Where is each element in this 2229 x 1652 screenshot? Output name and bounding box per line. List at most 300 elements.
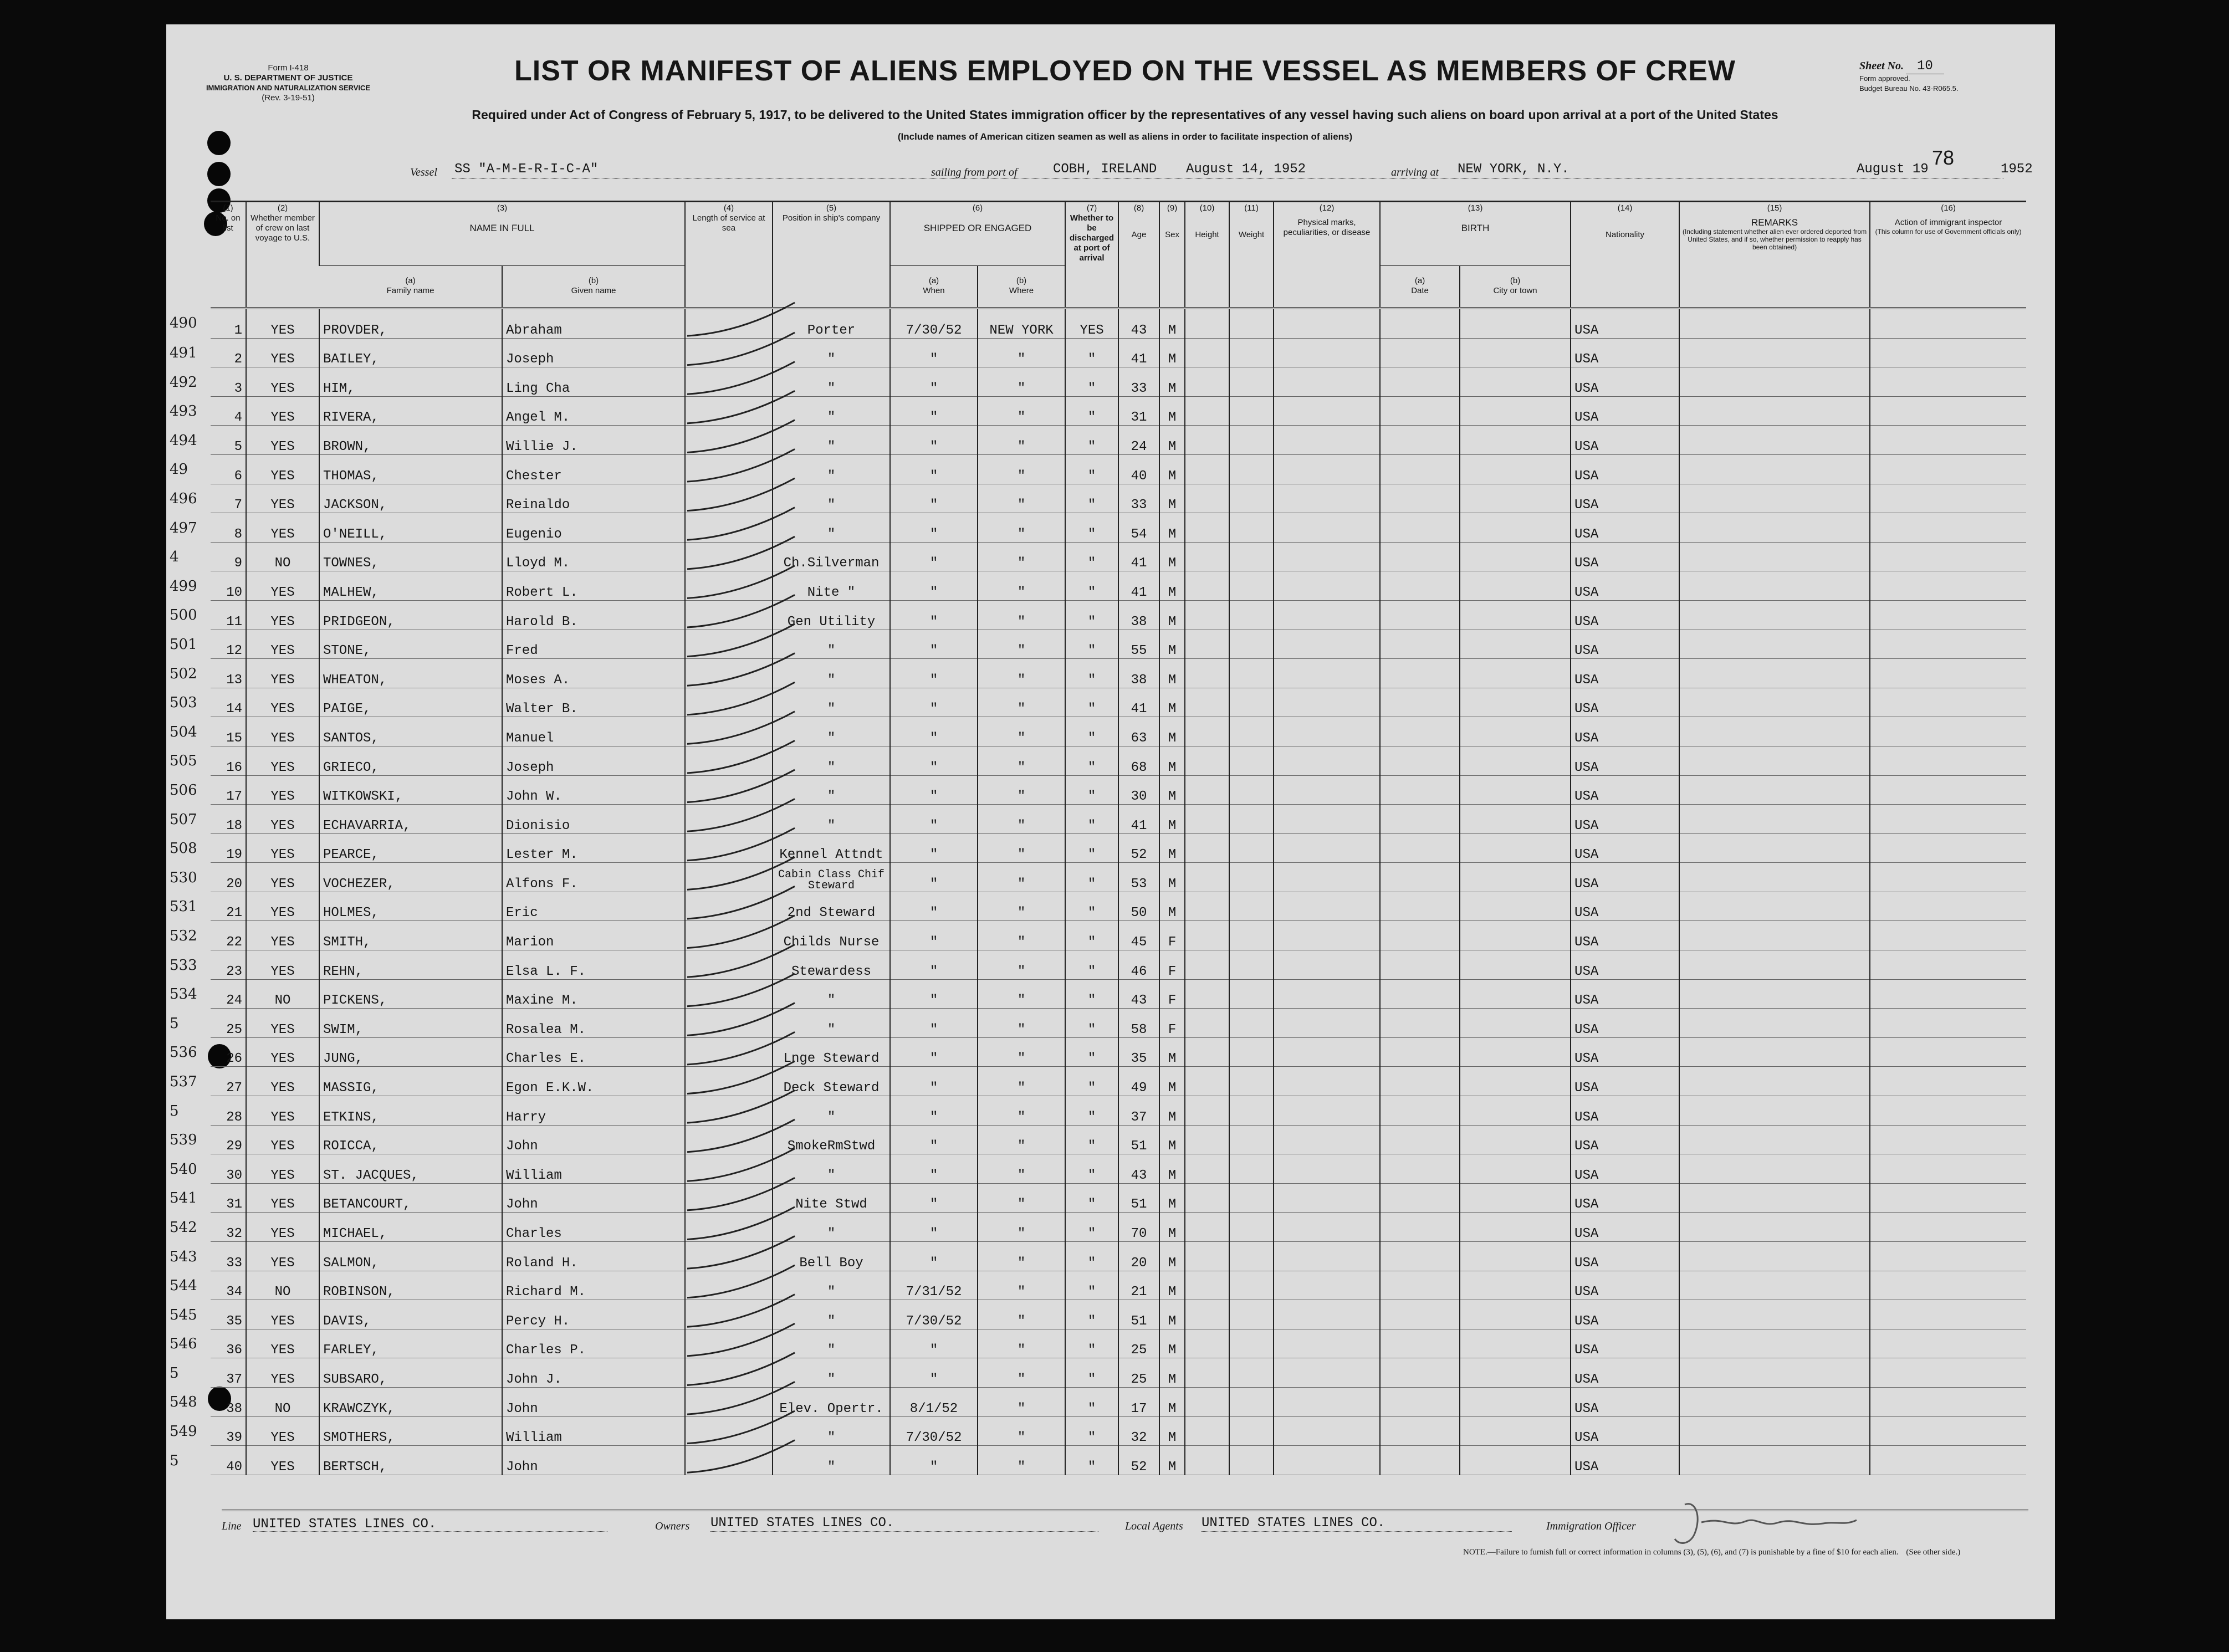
cell-where: " (978, 338, 1065, 367)
cell-sex: M (1159, 775, 1185, 805)
cell-family-name: THOMAS, (319, 454, 502, 484)
cell-sex: M (1159, 659, 1185, 688)
margin-entry-number: 501 (170, 636, 197, 653)
cell-sex: M (1159, 833, 1185, 863)
pen-strokes (166, 24, 2055, 1619)
cell-position: Lnge Steward (773, 1037, 890, 1067)
cell-position: Kennel Attndt (773, 833, 890, 863)
service-length-stroke (687, 1032, 795, 1065)
service-length-stroke (687, 1178, 795, 1210)
agents-value: UNITED STATES LINES CO. (1202, 1516, 1386, 1531)
cell-position: " (773, 513, 890, 543)
page-number: 78 (1932, 146, 1955, 169)
cell-when: " (890, 484, 978, 513)
cell-given-name: John (502, 1446, 685, 1475)
cell-discharged: " (1065, 1125, 1118, 1154)
cell-prev-voyage: NO (246, 542, 319, 571)
footer (222, 1510, 2028, 1578)
cell-age: 38 (1118, 659, 1159, 688)
owners-value: UNITED STATES LINES CO. (710, 1516, 894, 1531)
cell-no: 27 (211, 1067, 246, 1096)
col-age-header: (8) Age (1118, 202, 1159, 309)
cell-family-name: JACKSON, (319, 484, 502, 513)
cell-no: 28 (211, 1096, 246, 1126)
col-height-header: (10) Height (1185, 202, 1229, 309)
cell-position: " (773, 1358, 890, 1388)
cell-when: " (890, 1125, 978, 1154)
cell-family-name: BAILEY, (319, 338, 502, 367)
margin-entry-number: 490 (170, 315, 197, 331)
line-label: Line (222, 1520, 242, 1532)
cell-discharged: YES (1065, 308, 1118, 338)
cell-sex: M (1159, 1037, 1185, 1067)
cell-nationality: USA (1571, 1416, 1679, 1446)
cell-given-name: John (502, 1125, 685, 1154)
margin-entry-number: 497 (170, 519, 197, 536)
service-length-stroke (687, 770, 795, 802)
cell-discharged: " (1065, 1213, 1118, 1242)
cell-where: " (978, 688, 1065, 717)
cell-prev-voyage: YES (246, 600, 319, 630)
margin-entry-number: 502 (170, 665, 197, 682)
cell-discharged: " (1065, 1271, 1118, 1300)
cell-sex: M (1159, 367, 1185, 397)
cell-when: " (890, 921, 978, 950)
cell-no: 8 (211, 513, 246, 543)
cell-given-name: Moses A. (502, 659, 685, 688)
service-length-stroke (687, 799, 795, 832)
cell-where: " (978, 1213, 1065, 1242)
cell-prev-voyage: YES (246, 1125, 319, 1154)
cell-family-name: SMOTHERS, (319, 1416, 502, 1446)
service-length-stroke (687, 682, 795, 715)
cell-family-name: RIVERA, (319, 396, 502, 426)
cell-when: 7/31/52 (890, 1271, 978, 1300)
cell-nationality: USA (1571, 1125, 1679, 1154)
cell-where: NEW YORK (978, 308, 1065, 338)
cell-family-name: STONE, (319, 630, 502, 659)
cell-nationality: USA (1571, 1067, 1679, 1096)
cell-when: " (890, 892, 978, 921)
col-name-header: (3) NAME IN FULL (319, 202, 685, 266)
cell-family-name: HIM, (319, 367, 502, 397)
cell-sex: M (1159, 1387, 1185, 1416)
cell-prev-voyage: YES (246, 1300, 319, 1329)
margin-entry-number: 541 (170, 1190, 197, 1207)
service-length-stroke (687, 712, 795, 744)
cell-family-name: PRIDGEON, (319, 600, 502, 630)
cell-discharged: " (1065, 513, 1118, 543)
cell-given-name: Marion (502, 921, 685, 950)
cell-when: " (890, 1213, 978, 1242)
cell-discharged: " (1065, 1446, 1118, 1475)
cell-age: 33 (1118, 367, 1159, 397)
service-length-stroke (687, 653, 795, 686)
cell-family-name: VOCHEZER, (319, 863, 502, 892)
cell-given-name: John W. (502, 775, 685, 805)
cell-where: " (978, 1242, 1065, 1271)
cell-no: 12 (211, 630, 246, 659)
margin-entry-number: 506 (170, 782, 197, 799)
cell-no: 35 (211, 1300, 246, 1329)
cell-where: " (978, 1096, 1065, 1126)
cell-age: 51 (1118, 1183, 1159, 1213)
margin-entry-number: 491 (170, 345, 197, 362)
cell-given-name: Eugenio (502, 513, 685, 543)
cell-position: " (773, 775, 890, 805)
col-birth-header: (13) BIRTH (1380, 202, 1571, 266)
cell-age: 58 (1118, 1009, 1159, 1038)
cell-prev-voyage: YES (246, 950, 319, 980)
cell-prev-voyage: YES (246, 1242, 319, 1271)
cell-discharged: " (1065, 630, 1118, 659)
cell-nationality: USA (1571, 571, 1679, 601)
cell-sex: M (1159, 1271, 1185, 1300)
cell-prev-voyage: YES (246, 1446, 319, 1475)
cell-discharged: " (1065, 571, 1118, 601)
cell-when: " (890, 950, 978, 980)
cell-discharged: " (1065, 1242, 1118, 1271)
cell-when: " (890, 396, 978, 426)
cell-position: Elev. Opertr. (773, 1387, 890, 1416)
cell-discharged: " (1065, 1183, 1118, 1213)
cell-prev-voyage: YES (246, 367, 319, 397)
cell-position: " (773, 426, 890, 455)
cell-where: " (978, 659, 1065, 688)
cell-prev-voyage: YES (246, 338, 319, 367)
cell-no: 5 (211, 426, 246, 455)
cell-no: 13 (211, 659, 246, 688)
cell-when: " (890, 1067, 978, 1096)
cell-discharged: " (1065, 659, 1118, 688)
cell-position: " (773, 979, 890, 1009)
cell-age: 54 (1118, 513, 1159, 543)
cell-prev-voyage: YES (246, 921, 319, 950)
margin-entry-number: 5 (170, 1452, 179, 1469)
cell-no: 4 (211, 396, 246, 426)
cell-nationality: USA (1571, 1300, 1679, 1329)
service-length-stroke (687, 362, 795, 395)
cell-age: 46 (1118, 950, 1159, 980)
cell-prev-voyage: YES (246, 630, 319, 659)
cell-sex: M (1159, 688, 1185, 717)
cell-when: " (890, 542, 978, 571)
cell-when: " (890, 863, 978, 892)
service-length-stroke (687, 478, 795, 511)
cell-position: " (773, 1009, 890, 1038)
margin-entry-number: 494 (170, 432, 197, 449)
cell-nationality: USA (1571, 308, 1679, 338)
cell-when: " (890, 979, 978, 1009)
col-where-header: (b) Where (978, 266, 1065, 309)
cell-age: 41 (1118, 338, 1159, 367)
col-prev-voyage-header: (2) Whether member of crew on last voyage to U.S. (246, 202, 319, 309)
cell-no: 26 (211, 1037, 246, 1067)
subtitle: Required under Act of Congress of February 5, 1917, to be delivered to the United States immigration officer by the representatives of any vessel having such aliens on board upon arrival at a port of the United States (472, 108, 1778, 122)
cell-no: 38 (211, 1387, 246, 1416)
cell-age: 49 (1118, 1067, 1159, 1096)
cell-age: 41 (1118, 542, 1159, 571)
cell-age: 24 (1118, 426, 1159, 455)
cell-sex: M (1159, 1416, 1185, 1446)
cell-when: " (890, 338, 978, 367)
service-length-stroke (687, 303, 795, 336)
margin-entry-number: 549 (170, 1423, 197, 1440)
cell-family-name: REHN, (319, 950, 502, 980)
cell-when: " (890, 571, 978, 601)
margin-entry-number: 531 (170, 898, 197, 915)
cell-position: Ch.Silverman (773, 542, 890, 571)
cell-no: 22 (211, 921, 246, 950)
cell-sex: M (1159, 630, 1185, 659)
cell-where: " (978, 1387, 1065, 1416)
cell-nationality: USA (1571, 454, 1679, 484)
service-length-stroke (687, 420, 795, 453)
cell-where: " (978, 1009, 1065, 1038)
cell-given-name: Manuel (502, 717, 685, 746)
cell-age: 50 (1118, 892, 1159, 921)
service-length-stroke (687, 391, 795, 423)
cell-where: " (978, 1329, 1065, 1358)
service-length-stroke (687, 915, 795, 948)
cell-age: 63 (1118, 717, 1159, 746)
cell-where: " (978, 1358, 1065, 1388)
cell-no: 10 (211, 571, 246, 601)
cell-prev-voyage: YES (246, 1096, 319, 1126)
cell-position: " (773, 338, 890, 367)
cell-family-name: PROVDER, (319, 308, 502, 338)
cell-when: " (890, 630, 978, 659)
margin-entry-number: 49 (170, 461, 188, 478)
cell-no: 30 (211, 1154, 246, 1184)
margin-entry-number: 532 (170, 927, 197, 944)
form-approved: Form approved. (1859, 74, 1910, 83)
cell-where: " (978, 717, 1065, 746)
cell-no: 2 (211, 338, 246, 367)
cell-prev-voyage: YES (246, 1183, 319, 1213)
cell-nationality: USA (1571, 921, 1679, 950)
cell-age: 45 (1118, 921, 1159, 950)
cell-given-name: Robert L. (502, 571, 685, 601)
cell-where: " (978, 833, 1065, 863)
service-length-stroke (687, 1207, 795, 1240)
service-length-stroke (687, 1382, 795, 1414)
cell-sex: M (1159, 1300, 1185, 1329)
cell-sex: M (1159, 484, 1185, 513)
cell-prev-voyage: NO (246, 1271, 319, 1300)
margin-entry-number: 546 (170, 1336, 197, 1353)
cell-no: 20 (211, 863, 246, 892)
cell-prev-voyage: YES (246, 426, 319, 455)
cell-when: " (890, 1154, 978, 1184)
cell-family-name: SMITH, (319, 921, 502, 950)
cell-prev-voyage: YES (246, 571, 319, 601)
cell-sex: M (1159, 426, 1185, 455)
cell-when: " (890, 1358, 978, 1388)
cell-position: " (773, 1416, 890, 1446)
cell-sex: F (1159, 1009, 1185, 1038)
cell-age: 41 (1118, 688, 1159, 717)
cell-family-name: BROWN, (319, 426, 502, 455)
cell-when: 7/30/52 (890, 1300, 978, 1329)
cell-where: " (978, 630, 1065, 659)
cell-sex: M (1159, 892, 1185, 921)
cell-sex: M (1159, 513, 1185, 543)
cell-where: " (978, 746, 1065, 775)
cell-position: " (773, 630, 890, 659)
cell-age: 30 (1118, 775, 1159, 805)
cell-given-name: Lester M. (502, 833, 685, 863)
cell-no: 14 (211, 688, 246, 717)
cell-nationality: USA (1571, 367, 1679, 397)
cell-family-name: WHEATON, (319, 659, 502, 688)
cell-given-name: Ling Cha (502, 367, 685, 397)
cell-prev-voyage: YES (246, 1358, 319, 1388)
cell-age: 68 (1118, 746, 1159, 775)
cell-age: 20 (1118, 1242, 1159, 1271)
service-length-stroke (687, 333, 795, 365)
cell-sex: M (1159, 600, 1185, 630)
cell-prev-voyage: YES (246, 775, 319, 805)
service: IMMIGRATION AND NATURALIZATION SERVICE (206, 84, 371, 92)
cell-age: 43 (1118, 979, 1159, 1009)
cell-family-name: BERTSCH, (319, 1446, 502, 1475)
see-other-side: (See other side.) (1906, 1548, 1961, 1557)
cell-when: " (890, 775, 978, 805)
cell-position: 2nd Steward (773, 892, 890, 921)
cell-discharged: " (1065, 805, 1118, 834)
cell-nationality: USA (1571, 630, 1679, 659)
cell-where: " (978, 950, 1065, 980)
cell-position: " (773, 1329, 890, 1358)
sheet-label: Sheet No. (1859, 60, 1904, 72)
cell-sex: M (1159, 1446, 1185, 1475)
service-length-stroke (687, 1119, 795, 1152)
cell-position: Childs Nurse (773, 921, 890, 950)
port-to: NEW YORK, N.Y. (1458, 162, 1569, 177)
cell-age: 43 (1118, 1154, 1159, 1184)
cell-family-name: KRAWCZYK, (319, 1387, 502, 1416)
cell-discharged: " (1065, 950, 1118, 980)
cell-given-name: Charles (502, 1213, 685, 1242)
cell-no: 7 (211, 484, 246, 513)
service-length-stroke (687, 857, 795, 890)
cell-given-name: Angel M. (502, 396, 685, 426)
cell-nationality: USA (1571, 950, 1679, 980)
cell-family-name: PEARCE, (319, 833, 502, 863)
cell-discharged: " (1065, 484, 1118, 513)
cell-prev-voyage: YES (246, 892, 319, 921)
cell-nationality: USA (1571, 717, 1679, 746)
cell-family-name: MICHAEL, (319, 1213, 502, 1242)
cell-given-name: Charles P. (502, 1329, 685, 1358)
cell-given-name: Chester (502, 454, 685, 484)
cell-where: " (978, 979, 1065, 1009)
cell-where: " (978, 426, 1065, 455)
cell-nationality: USA (1571, 513, 1679, 543)
cell-given-name: Alfons F. (502, 863, 685, 892)
cell-given-name: Dionisio (502, 805, 685, 834)
cell-no: 25 (211, 1009, 246, 1038)
cell-sex: M (1159, 1358, 1185, 1388)
cell-family-name: MALHEW, (319, 571, 502, 601)
cell-discharged: " (1065, 454, 1118, 484)
cell-nationality: USA (1571, 1358, 1679, 1388)
cell-sex: M (1159, 805, 1185, 834)
service-length-stroke (687, 624, 795, 657)
cell-where: " (978, 367, 1065, 397)
margin-entry-number: 537 (170, 1073, 197, 1090)
cell-family-name: FARLEY, (319, 1329, 502, 1358)
cell-when: " (890, 367, 978, 397)
cell-family-name: ETKINS, (319, 1096, 502, 1126)
cell-prev-voyage: YES (246, 513, 319, 543)
cell-given-name: Maxine M. (502, 979, 685, 1009)
service-length-stroke (687, 828, 795, 861)
cell-nationality: USA (1571, 1037, 1679, 1067)
cell-given-name: John (502, 1183, 685, 1213)
cell-nationality: USA (1571, 1183, 1679, 1213)
cell-family-name: ROICCA, (319, 1125, 502, 1154)
cell-position: " (773, 1096, 890, 1126)
col-birth-city-header: (b) City or town (1460, 266, 1571, 309)
margin-entry-number: 507 (170, 811, 197, 828)
cell-where: " (978, 1446, 1065, 1475)
cell-sex: M (1159, 1067, 1185, 1096)
cell-nationality: USA (1571, 484, 1679, 513)
cell-when: " (890, 454, 978, 484)
cell-family-name: JUNG, (319, 1037, 502, 1067)
margin-entry-number: 536 (170, 1044, 197, 1061)
service-length-stroke (687, 1323, 795, 1356)
cell-given-name: William (502, 1154, 685, 1184)
owners-label: Owners (655, 1520, 690, 1532)
date-to: August 19 (1857, 162, 1929, 177)
cell-sex: M (1159, 338, 1185, 367)
cell-position: " (773, 1213, 890, 1242)
cell-nationality: USA (1571, 396, 1679, 426)
cell-when: " (890, 1096, 978, 1126)
cell-prev-voyage: YES (246, 1213, 319, 1242)
cell-prev-voyage: YES (246, 396, 319, 426)
revision: (Rev. 3-19-51) (262, 93, 315, 103)
cell-family-name: MASSIG, (319, 1067, 502, 1096)
cell-nationality: USA (1571, 746, 1679, 775)
cell-when: " (890, 833, 978, 863)
cell-where: " (978, 863, 1065, 892)
cell-where: " (978, 775, 1065, 805)
cell-when: 8/1/52 (890, 1387, 978, 1416)
service-length-stroke (687, 508, 795, 540)
cell-discharged: " (1065, 979, 1118, 1009)
col-inspector-action-header: (16) Action of immigrant inspector (This column for use of Government officials only) (1870, 202, 2026, 309)
col-remarks-header: (15) REMARKS (Including statement whether alien ever ordered deported from United States, and if so, whether permission to reapply has been obtained) (1679, 202, 1870, 309)
cell-given-name: Harry (502, 1096, 685, 1126)
cell-when: " (890, 1242, 978, 1271)
cell-family-name: ROBINSON, (319, 1271, 502, 1300)
cell-no: 15 (211, 717, 246, 746)
cell-given-name: Rosalea M. (502, 1009, 685, 1038)
service-length-stroke (687, 1440, 795, 1473)
cell-discharged: " (1065, 1416, 1118, 1446)
cell-given-name: John J. (502, 1358, 685, 1388)
cell-prev-voyage: YES (246, 863, 319, 892)
cell-nationality: USA (1571, 775, 1679, 805)
margin-entry-number: 543 (170, 1248, 197, 1265)
col-family-name-header: (a) Family name (319, 266, 502, 309)
department: U. S. DEPARTMENT OF JUSTICE (223, 73, 353, 83)
cell-sex: M (1159, 1125, 1185, 1154)
